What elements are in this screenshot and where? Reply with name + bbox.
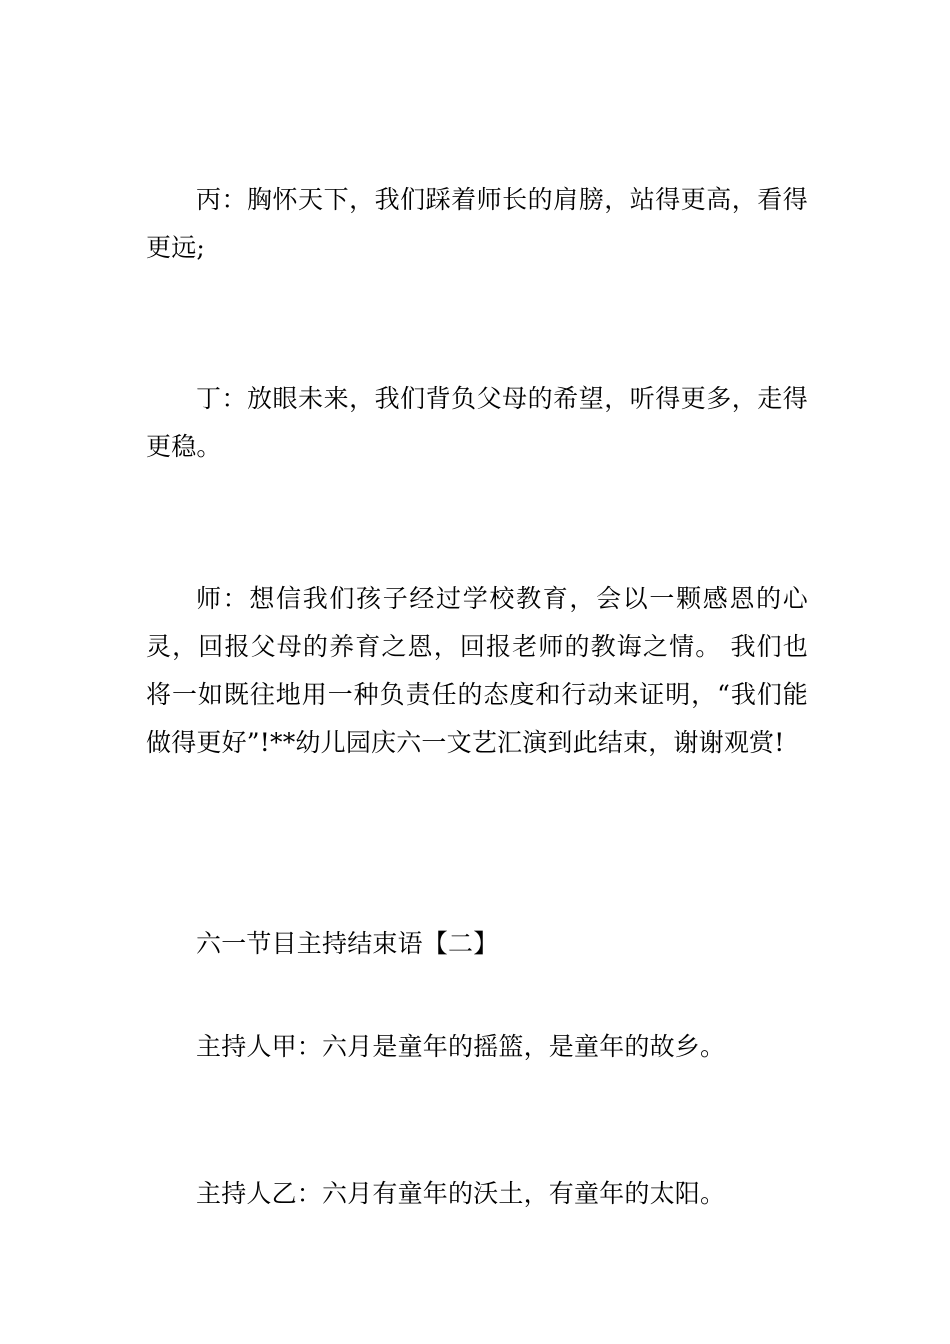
paragraph-host-a: 主持人甲：六月是童年的摇篮，是童年的故乡。 bbox=[196, 1032, 726, 1061]
paragraph-ding: 丁：放眼未来，我们背负父母的希望，听得更多，走得更稳。 bbox=[146, 384, 808, 461]
paragraph-teacher: 师：想信我们孩子经过学校教育，会以一颗感恩的心灵，回报父母的养育之恩，回报老师的教诲之情。 我们也将一如既往地用一种负责任的态度和行动来证明，“我们能做得更好”!**幼儿园庆六一文艺汇演到此结束，谢谢观赏! bbox=[146, 584, 808, 757]
paragraph-bing: 丙：胸怀天下，我们踩着师长的肩膀，站得更高，看得更远; bbox=[146, 185, 808, 262]
section-heading: 六一节目主持结束语【二】 bbox=[196, 929, 499, 958]
paragraph-host-b: 主持人乙：六月有童年的沃土，有童年的太阳。 bbox=[196, 1179, 726, 1208]
